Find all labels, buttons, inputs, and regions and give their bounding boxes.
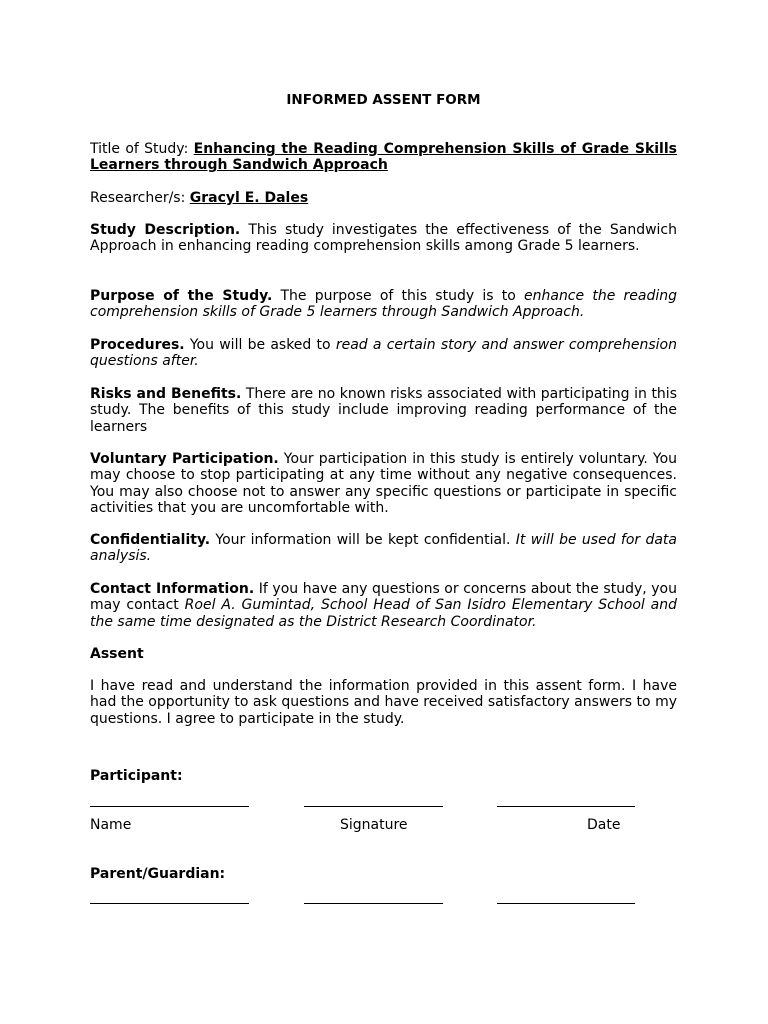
purpose-italic: enhance the reading comprehension skills of Grade 5 learners through Sandwich Approach. (90, 288, 678, 321)
assent-text: I have read and understand the information provided in this assent form. I have had the opportunity to ask questions and have received satisfactory answers to my questions. I agree to participate in the study. (90, 678, 677, 727)
procedures-heading: Procedures. (90, 337, 185, 353)
assent-heading: Assent (90, 646, 144, 662)
voluntary-text: Your participation in this study is entirely voluntary. You may choose to stop participating at any time without any negative consequences. You may also choose not to answer any specific questions or participate in specific activities that you are uncomfortable with. (90, 451, 678, 516)
parent-label-block (90, 866, 677, 882)
parent-signature-line[interactable] (304, 903, 443, 904)
parent-label: Parent/Guardian: (90, 866, 226, 882)
study-description-text: This study investigates the effectiveness of the Sandwich Approach in enhancing reading comprehension skills among Grade 5 learners. (90, 222, 677, 255)
confidentiality-block (90, 532, 677, 565)
participant-date-line[interactable] (497, 806, 635, 807)
parent-name-line[interactable] (90, 903, 249, 904)
date-caption: Date (587, 817, 621, 833)
study-title-value: Enhancing the Reading Comprehension Skills of Grade Skills Learners through Sandwich Approach (90, 141, 677, 174)
procedures-italic: read a certain story and answer comprehension questions after. (90, 337, 677, 370)
participant-signature-line[interactable] (304, 806, 443, 807)
study-description-heading: Study Description. (90, 222, 241, 238)
study-description-block (90, 222, 677, 255)
voluntary-block (90, 451, 677, 516)
form-title: INFORMED ASSENT FORM (286, 92, 481, 108)
purpose-text: The purpose of this study is to (272, 288, 524, 304)
purpose-block (90, 288, 677, 321)
parent-date-line[interactable] (497, 903, 635, 904)
confidentiality-italic: It will be used for data analysis. (90, 532, 677, 565)
assent-heading-block (90, 646, 677, 662)
assent-text-block (90, 678, 677, 727)
purpose-heading: Purpose of the Study. (90, 288, 273, 304)
voluntary-heading: Voluntary Participation. (90, 451, 279, 467)
contact-block (90, 581, 677, 630)
contact-heading: Contact Information. (90, 581, 255, 597)
procedures-text: You will be asked to (184, 337, 336, 353)
risks-block (90, 386, 677, 435)
signature-caption: Signature (340, 817, 408, 833)
participant-label: Participant: (90, 768, 183, 784)
procedures-block (90, 337, 677, 370)
risks-heading: Risks and Benefits. (90, 386, 242, 402)
participant-label-block (90, 768, 677, 784)
risks-text: There are no known risks associated with participating in this study. The benefits of this study include improving reading performance of the learners (90, 386, 677, 435)
confidentiality-heading: Confidentiality. (90, 532, 211, 548)
contact-italic: Roel A. Gumintad, School Head of San Isidro Elementary School and the same time designated as the District Research Coordinator. (90, 597, 677, 630)
researcher-value: Gracyl E. Dales (189, 190, 309, 206)
participant-name-line[interactable] (90, 806, 249, 807)
study-title-label: Title of Study: (90, 141, 194, 157)
name-caption: Name (90, 817, 132, 833)
study-title-block (90, 141, 677, 174)
contact-text: If you have any questions or concerns about the study, you may contact (90, 581, 677, 614)
researcher-label: Researcher/s: (90, 190, 190, 206)
researcher-block (90, 190, 677, 206)
confidentiality-text: Your information will be kept confidential. (210, 532, 516, 548)
